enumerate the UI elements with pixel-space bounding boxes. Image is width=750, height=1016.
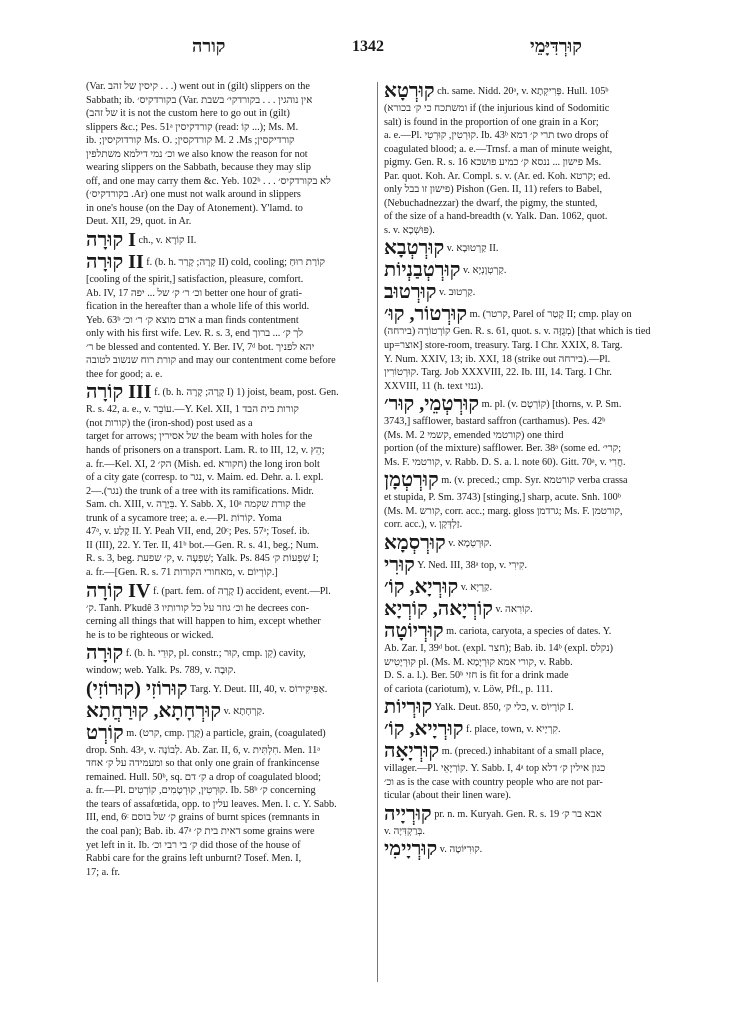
continuation-line: off, and one may carry them &c. Yeb. 102ᵇ . . . לא בקורדקיס׳ [86,175,331,187]
entry-text: f. (part. fem. of קָרָה I) accident, event.—Pl. [152,585,331,597]
entry-first-line [384,718,674,740]
continuation-line: slippers &c.; Pes. 51ᵃ קורדקיסין (read: קוֹ ...); Ms. M. [86,121,299,133]
entry-text: f. (b. h. קָרָה; קָרָה I) 1) joist, beam, post. Gen. [154,387,339,399]
entry-text: v. קַרְטוּב. [439,287,476,299]
entry-text-line: D. S. a. l.). Ber. 50ᵇ חזי is fit for a drink made [384,670,569,682]
entry-text: m. (קרט, cmp. קֶרֶן) a particle, grain, (coagulated) [126,727,326,739]
left-column [86,80,366,980]
entry-first-line [86,251,366,273]
entry-text-line: Ms. F. קורטמי, v. Rabb. D. S. a. l. note 60). Gitt. 70ᵃ, v. חֲרִי. [384,456,626,468]
entry-text-line: Sam. ch. XIII, v. בֵּיָרָה. Y. Sabb. X, 10ᵃ קורת שקמה the [86,499,306,511]
entry-first-line [86,722,366,744]
entry-first-line [86,678,366,700]
entry-text-line: thee for good; a. e. [86,368,163,380]
entry-text-line: the tears of assafœtida, opp. to עלין leaves. Men. l. c. Y. Sabb. [86,798,337,810]
continuation-line: (בקורדקיס׳ .Ar) one must not walk around in slippers [86,189,301,201]
entry-text-line: ומעמידה על ק׳ אחד so that only one grain of frankincense [86,758,320,770]
dictionary-entry [384,303,674,393]
entry-text-line: a. fr.—Pl. קוּרְטִין, קוּרְטָמִים, קוֹרְטִים. Ib. 58ᵇ ק׳ concerning [86,785,316,797]
entry-first-line [384,696,674,718]
entry-headword: קוּרְטְמָן [384,469,439,492]
entry-headword: קוּרְסְמָא [384,532,446,555]
dictionary-entry [384,532,674,554]
entry-text-line: (Ms. M. קורש, corr. acc.; marg. gloss גרדמן; Ms. F. קורטמן, [384,505,623,517]
entry-first-line [384,740,674,762]
entry-first-line [86,642,366,664]
continuation-line: in one's house (on the Day of Atonement). Y'lamd. to [86,202,303,214]
entry-text-line: a. fr.—Kel. XI, 2 הק׳ (Mish. ed. חקורא) the long iron bolt [86,458,320,470]
dictionary-entry [86,381,366,579]
entry-text: m. (v. preced.; cmp. Syr. קורטמא verba crassa [441,475,628,487]
dictionary-entry [384,696,674,718]
header-left-guideword: קורה [192,36,226,56]
entry-text-line: he is to be righteous or wicked. [86,629,214,641]
entry-text-line: only with his first wife. Lev. R. s. 3, end לך ק׳ ... ברוך [86,328,303,340]
entry-headword: קוֹרָה IV [86,579,151,602]
entry-text-line: window; web. Yalk. Ps. 789, v. קוּבָה. [86,665,236,677]
entry-text-line: s. v. פּוּשְׁכָא). [384,224,435,236]
entry-first-line [86,229,366,251]
entry-text-line: Ab. IV, 17 וכ׳ ר׳ ק׳ של ... יפה better one hour of grati- [86,287,302,299]
entry-headword: קוּרְטְבָא [384,237,445,260]
entry-text-line: ק׳. Tanh. P'kudê 3 וכ׳ גוזר על כל קורותיו he decrees con- [86,602,310,614]
dictionary-entry [86,580,366,643]
entry-text-line: Par. quot. Koh. Ar. Compl. s. v. (Ar. ed. Koh. קרטא; ed. [384,170,611,182]
dictionary-entry [384,718,674,740]
entry-text-line: קוֹרְטוֹרָה (בירחה) Gen. R. s. 61, quot. s. v. מְגֻזָּה) [that which is tied [384,326,651,338]
dictionary-entry [86,678,366,700]
entry-text-line: Yeb. 63ᵇ אדם מוצא ק׳ ר׳ וכ׳ a man finds contentment [86,314,299,326]
entry-text-line: pigmy. Gen. R. s. 16 פישון ... ננסא ק׳ כמיע פושכא Ms. [384,157,602,169]
dictionary-entry [86,722,366,879]
entry-text-line: corr. acc.), v. זַלְדְּקָן. [384,519,463,531]
entry-text: Y. Ned. III, 38ᵃ top, v. קִירִי. [417,560,528,572]
entry-text-line: III, end, 6ᶜ ק׳ של בוסם grains of burnt spices (remnants in [86,812,320,824]
entry-headword: קוּרָה II [86,251,144,274]
entry-text-line: נגר).—2) the trunk of a tree with its ramifications. Midr. [86,485,314,497]
entry-text-line: of cariota (cariotum), v. Löw, Pfl., p. 111. [384,683,553,695]
entry-text-line: coagulated blood; a. e.—Trnsf. a man of minute weight, [384,143,613,155]
entry-headword: קוּרְיָיה [384,802,432,825]
entry-first-line [384,598,674,620]
entry-text-line: קורת רוח שנשוב לטובה and may our contentment come before [86,355,336,367]
dictionary-entry [384,393,674,469]
entry-text: f. (b. h. קוּרֵי, pl. constr.; קוּר, cmp. קֵן) cavity, [125,648,306,660]
dictionary-entry [384,281,674,303]
entry-text-line: Rabbi care for the grains left unburnt? Tosef. Men. I, [86,853,302,865]
entry-text-line: fication in the hereafter than a whole life of this world. [86,301,310,313]
entry-text: v. קַרְיָא. [460,582,493,594]
entry-text-line: וכ׳ as is the case with country people who are not par- [384,776,603,788]
continuation-line: wearing slippers on the Sabbath, because they may slip [86,162,311,174]
entry-headword: קוֹרְיָאה, קוֹרְיָא [384,598,493,621]
continuation-line: ib. ;קורדוקיסין Ms. O. ;קורדקסין M. 2 .Ms ;קורדיקסין [86,135,295,147]
entry-headword: קוּרְיוֹטָה [384,620,444,643]
dictionary-entry [384,803,674,839]
dictionary-entry [384,259,674,281]
entry-text: ch. same. Nidd. 20ᵃ, v. פְּרִיקְתָא. Hull. 105ᵇ [437,86,609,97]
entry-text-line: קוּרְטוֹרִין. Targ. Job XXXVIII, 22. Ib. III, 14. Targ. I Chr. [384,367,612,379]
entry-text: Yalk. Deut. 850, כלי ק׳, v. קוֹרָיוֹס I. [434,702,574,714]
dictionary-entry [86,700,366,722]
entry-text-line: 3743,] safflower, bastard saffron (carthamus). Pes. 42ᵇ [384,416,606,428]
header-right-guideword: קוּרְדִּיָּמֵי [530,36,582,56]
entry-headword: קוּרְטוֹר, קוּ׳ [384,303,468,326]
entry-text: f. place, town, v. קִרְיָיא. [465,724,561,736]
dictionary-entry [86,229,366,251]
entry-text-line: (ומשתכח כי ק׳ בכורא if (the injurious kind of Sodomitic [384,103,610,114]
entry-text-line: קוּרְיָטִיש pl. (Ms. M. קורי אמא קוּרְיָמָא, v. Rabb. [384,656,573,668]
entry-text: m. (preced.) inhabitant of a small place, [441,746,604,758]
entry-headword: קוּרְחָתָא, קוּרַחֲתָא [86,699,222,722]
dictionary-entry [86,642,366,678]
entry-text-line: (Ms. M. 2 קשמי, emended קורטמי) one third [384,429,564,441]
entry-text-line: portion (of the mixture) safflower. Ber. 38ᵃ (some ed. קרי׳; [384,443,622,455]
entry-first-line [384,803,674,825]
entry-first-line [384,554,674,576]
continuation-line: Sabbath; ib. בקורדקיס׳ (Var. אין נוהגין . . . בקורדקי׳ בשבת [86,94,313,106]
entry-text-line: et stupida, P. Sm. 3743) [stinging,] sharp, acute. Snh. 100ᵇ [384,492,621,504]
entry-first-line [384,620,674,642]
entry-text-line: v. בְּרַקְדִּיָה. [384,825,425,837]
entry-text-line: Y. Num. XXIV, 13; ib. XXI, 18 (strike out בירחה).—Pl. [384,353,611,365]
entry-text-line: target for arrows; של אסירין the beam with holes for the [86,431,313,443]
entry-headword: קוֹרְט [86,721,124,744]
entry-text-line: Ab. Zar. I, 39ᵈ bot. (expl. חצר); Bab. ib. 14ᵇ (expl. נקלס) [384,643,614,655]
dictionary-entry [384,740,674,803]
entry-text-line: a. e.—Pl. קוּרְטִין, קוּרְטֵי. Ib. 43ᵇ תרי ק׳ דמא two drops of [384,130,609,142]
entry-text-line: of the size of a hand-breadth (v. Yalk. Dan. 1062, quot. [384,211,608,223]
entry-text-line: [cooling of the spirit,] satisfaction, pleasure, comfort. [86,274,304,286]
entry-headword: קוּרָה [86,642,124,665]
entry-text-line: a. fr.—[Gen. R. s. 71 מאחורי הקורות, v. קוֹרְיוֹם.] [86,566,278,578]
entry-headword: קוּרְיָאָה [384,740,440,763]
entry-text-line: the coal pan); Bab. ib. 47ᵃ דאית בית ק׳ some grains were [86,825,315,837]
continuation-line: (של זהב it is not the custom here to go out in (gilt) [86,108,290,120]
entry-text: v. קַרְטוּבָא II. [446,243,499,255]
entry-first-line [384,259,674,281]
entry-text: v. קוּרְטְמָא. [448,538,492,550]
entry-first-line [384,576,674,598]
entry-headword: קוֹרָה III [86,381,152,404]
entry-headword: קוּרְטְבַנְיוֹת [384,259,461,282]
entry-first-line [384,532,674,554]
entry-headword: קוּרְטְמֵי, קוּר׳ [384,393,480,416]
continuation-line: (Var. קיסין של זהב . . .) went out in (gilt) slippers on the [86,81,310,92]
entry-text: v. קַרְחָתָא. [223,705,265,717]
entry-text-line: (Nebuchadnezzar) the dwarf, the pigmy, the stunted, [384,197,598,209]
entry-text: v. קוּרִיּוֹטָה. [439,844,483,856]
entry-text-line: R. s. 42, a. e., v. עוֹבֵר.—Y. Kel. XII, 1 קורות בית הבד [86,404,299,416]
entry-headword: קוּרְיָימִי [384,838,438,861]
continuation-line: Deut. XII, 29, quot. in Ar. [86,216,192,228]
entry-text-line: 47ᵃ, v. קֶלַע II. Y. Peah VII, end, 20ᶜ; Pes. 57ᵃ; Tosef. ib. [86,526,310,538]
entry-first-line [86,580,366,602]
dictionary-entry [86,251,366,381]
entry-text-line: XXVIII, 11 (h. text גנזי). [384,380,484,392]
entry-first-line [86,381,366,403]
entry-text: Targ. Y. Deut. III, 40, v. אַפִּיקִירוֹס. [189,683,328,695]
entry-text-line: yet left in it. Ib. ק׳ בי רבי וכ׳ did those of the house of [86,839,301,851]
entry-text: v. קַרְטְוָנְיָא. [462,265,507,277]
entry-text-line: II (III), 22. Y. Ter. II, 41ᵇ bot.—Gen. R. s. 41, beg.; Num. [86,539,319,551]
entry-text-line: hands of prisoners on a transport. Lam. R. to III, 12, v. הֵץ; [86,445,325,457]
dictionary-entry [384,554,674,576]
entry-headword: קוּרִי [384,554,415,577]
dictionary-entry [384,620,674,696]
entry-text: m. pl. (v. קוֹרְטָם) [thorns, v. P. Sm. [481,399,622,411]
entry-first-line [384,237,674,259]
entry-text: ch., v. קוֹרָא II. [138,235,197,247]
dictionary-entry [384,838,674,860]
entry-text-line: R. s. 3, beg. ק׳ שפעת, v. שִׁפְעָה; Yalk. Ps. 845 שִׁפְעוֹת ק׳ I; [86,553,319,565]
dictionary-entry [384,469,674,532]
entry-text-line: drop. Snh. 43ᵃ, v. לְבוֹנָה. Ab. Zar. II, 6, v. חִלְתִּית. Men. 11ᵃ [86,744,321,756]
entry-first-line [86,700,366,722]
entry-first-line [384,469,674,491]
entry-text-line: remained. Hull. 50ᵇ, sq. ק׳ דם a drop of coagulated blood; [86,771,321,783]
page-number: 1342 [352,38,384,55]
entry-text: pr. n. m. Kuryah. Gen. R. s. 19 אבא בר ק׳ [434,808,602,820]
entry-headword: קוּרְיוֹת [384,696,433,719]
entry-text: m. cariota, caryota, a species of dates. Y. [446,626,612,638]
right-column [384,80,674,980]
entry-headword: קוּרָה I [86,229,136,252]
continuation-line: וכ׳ נמי דילמא משתלפין we also know the reason for not [86,148,308,160]
entry-text-line: ticular (about their linen ware). [384,790,512,802]
dictionary-entry [384,598,674,620]
entry-text: v. קוֹרִאה. [495,604,533,616]
entry-text-line: villager.—Pl. קוֹרְיָאֵי. Y. Sabb. I, 4ᵃ top כגון אילין ק׳ דלא [384,763,606,775]
page-header [0,36,750,70]
entry-headword: קוּרְטָא [384,80,435,102]
entry-first-line [384,281,674,303]
column-divider [377,82,378,982]
entry-text-line: up=אוצר] store-room, treasury. Targ. I Chr. XXIX, 8. Targ. [384,340,623,352]
entry-text-line: ר׳ be blessed and contented. Y. Ber. IV, 7ᵈ bot. יהא לפניך [86,341,315,353]
entry-text: m. (קרטר, Parel of קָטַר II; cmp. play on [469,309,632,321]
entry-text: f. (b. h. קָרָה; קָרַר II) cold, cooling; קוֹרַת רוּחַ [146,257,326,269]
entry-text-line: trunk of a sycamore tree; a. e.—Pl. קוֹרוֹת. Yoma [86,512,282,524]
entry-first-line [384,80,674,102]
entry-text-line: only פישון זו בבל) Pishon (Gen. II, 11) refers to Babel, [384,184,603,196]
entry-text-line: 17; a. fr. [86,866,120,878]
entry-text-line: cerning all things that will happen to him, except whether [86,616,321,628]
entry-first-line [384,838,674,860]
entry-headword: קוּרְיָא, קוֹ׳ [384,576,459,599]
entry-headword: קוּרְיָיא, קוֹ׳ [384,718,464,741]
entry-text-line: (not קורות) the (iron-shod) post used as a [86,417,253,429]
entry-headword: קוּרוֹזִי (קוּרוֹזִי) [86,677,188,700]
entry-first-line [384,393,674,415]
dictionary-entry [384,80,674,237]
entry-text-line: of a city gate (corresp. to נגר, v. Maim. ed. Dehr. a. l. expl. [86,472,324,484]
entry-first-line [384,303,674,325]
entry-headword: קוּרְטוּב [384,281,437,304]
entry-text-line: salt) is found in the proportion of one grain in a Kor; [384,116,599,128]
dictionary-entry [384,576,674,598]
dictionary-entry [384,237,674,259]
